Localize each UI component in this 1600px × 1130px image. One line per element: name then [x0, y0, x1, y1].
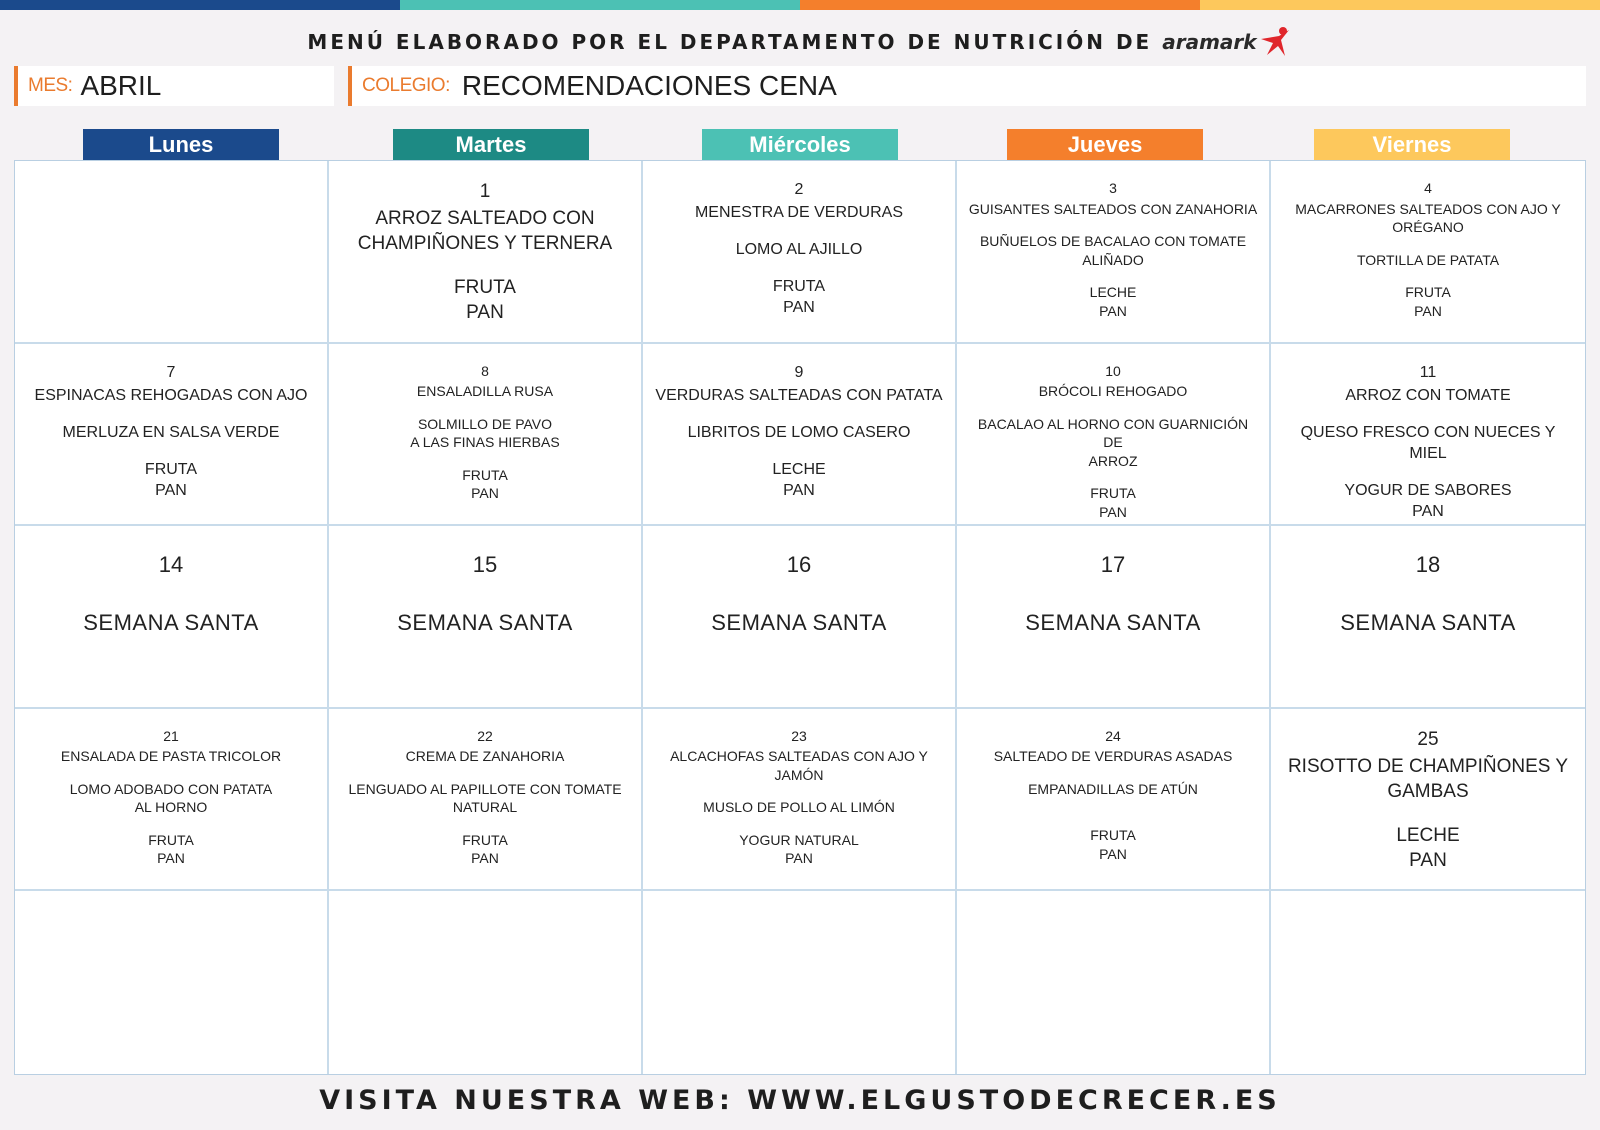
menu-item: FRUTA — [1090, 827, 1136, 844]
menu-day-cell — [957, 161, 1271, 344]
brand-name: aramark — [1162, 30, 1257, 54]
menu-item: SALTEADO DE VERDURAS ASADAS — [993, 748, 1233, 765]
day-header-wednesday — [702, 129, 898, 160]
menu-item: CREMA DE ZANAHORIA — [405, 748, 565, 765]
menu-item: MACARRONES SALTEADOS CON AJO Y — [1295, 200, 1561, 217]
menu-day-cell — [329, 891, 643, 1074]
menu-item: LECHE — [1396, 824, 1460, 846]
menu-item: PAN — [466, 302, 504, 323]
menu-item: JAMÓN — [774, 766, 824, 783]
menu-day-cell — [643, 526, 957, 709]
menu-day-cell — [15, 709, 329, 892]
day-number: 25 — [1417, 728, 1439, 750]
menu-day-cell — [329, 161, 643, 344]
menu-item: SOLMILLO DE PAVO — [417, 415, 553, 432]
menu-item: FRUTA — [462, 831, 508, 848]
day-header-tuesday — [393, 129, 589, 160]
menu-item: LOMO AL AJILLO — [735, 241, 863, 258]
menu-item: ORÉGANO — [1392, 219, 1464, 235]
day-header-label: Lunes — [148, 131, 214, 157]
menu-item: FRUTA — [772, 278, 826, 295]
day-number: 17 — [1100, 552, 1126, 578]
menu-item: LOMO ADOBADO CON PATATA — [69, 780, 273, 797]
top-color-bar — [0, 0, 1600, 10]
page-title: MENÚ ELABORADO POR EL DEPARTAMENTO DE NUTRICIÓN DE — [307, 30, 1153, 54]
menu-item: GAMBAS — [1387, 780, 1469, 802]
menu-grid — [14, 160, 1586, 1075]
day-number: 22 — [477, 727, 493, 744]
day-number: 9 — [794, 363, 804, 381]
menu-item: BRÓCOLI REHOGADO — [1038, 383, 1188, 400]
month-value: ABRIL — [80, 70, 162, 101]
menu-day-cell — [15, 891, 329, 1074]
day-number: 10 — [1105, 362, 1121, 379]
menu-day-cell — [1271, 709, 1585, 892]
menu-item: ESPINACAS REHOGADAS CON AJO — [34, 386, 308, 404]
menu-item: ENSALADA DE PASTA TRICOLOR — [60, 748, 282, 765]
menu-item: LIBRITOS DE LOMO CASERO — [687, 423, 911, 441]
menu-item: FRUTA — [144, 460, 198, 478]
day-number: 11 — [1419, 363, 1437, 381]
day-number: 3 — [1109, 180, 1117, 196]
menu-item: FRUTA — [148, 831, 194, 848]
menu-item: ALCACHOFAS SALTEADAS CON AJO Y — [670, 748, 928, 765]
menu-day-cell — [957, 709, 1271, 892]
menu-day-cell — [643, 161, 957, 344]
menu-day-cell — [329, 526, 643, 709]
menu-item: YOGUR DE SABORES — [1344, 481, 1512, 499]
menu-item: TORTILLA DE PATATA — [1356, 251, 1500, 268]
menu-item: ARROZ CON TOMATE — [1345, 386, 1511, 404]
day-number: 15 — [472, 552, 498, 578]
menu-item: FRUTA — [454, 277, 516, 298]
menu-item: QUESO FRESCO CON NUECES Y MIEL — [1300, 423, 1556, 462]
holiday-label: SEMANA SANTA — [83, 610, 259, 636]
menu-item: PAN — [157, 850, 185, 867]
menu-day-cell — [1271, 161, 1585, 344]
menu-item: ARROZ — [1088, 452, 1138, 469]
menu-item: PAN — [471, 485, 499, 502]
day-number: 24 — [1105, 727, 1121, 744]
menu-item: LECHE — [1089, 284, 1137, 300]
day-number: 1 — [479, 181, 491, 202]
menu-item: FRUTA — [1405, 284, 1451, 300]
holiday-label: SEMANA SANTA — [1025, 610, 1201, 636]
menu-item: PAN — [471, 850, 499, 867]
menu-item: ARROZ SALTEADO CON — [375, 208, 595, 229]
day-number: 16 — [786, 552, 812, 578]
menu-item: EMPANADILLAS DE ATÚN — [1028, 780, 1198, 797]
menu-day-cell — [1271, 344, 1585, 527]
menu-day-cell — [643, 344, 957, 527]
menu-day-cell — [329, 344, 643, 527]
menu-item: A LAS FINAS HIERBAS — [410, 434, 560, 451]
holiday-label: SEMANA SANTA — [397, 610, 573, 636]
day-header-thursday — [1007, 129, 1203, 160]
menu-day-cell — [957, 526, 1271, 709]
holiday-label: SEMANA SANTA — [711, 610, 887, 636]
menu-item: PAN — [783, 481, 815, 499]
day-number: 18 — [1415, 552, 1441, 578]
top-bar-segment-navy — [0, 0, 400, 10]
menu-item: PAN — [1099, 503, 1127, 520]
day-number: 23 — [791, 727, 807, 744]
holiday-label: SEMANA SANTA — [1340, 610, 1516, 636]
day-header-monday — [83, 129, 279, 160]
menu-item: PAN — [155, 481, 187, 499]
top-bar-segment-orange — [800, 0, 1200, 10]
top-bar-segment-turquoise — [400, 0, 800, 10]
menu-item: PAN — [1099, 302, 1127, 319]
footer-website: VISITA NUESTRA WEB: WWW.ELGUSTODECRECER.ES — [319, 1085, 1281, 1116]
menu-item: LECHE — [772, 460, 826, 478]
menu-item: MENESTRA DE VERDURAS — [694, 204, 904, 221]
menu-day-cell — [643, 709, 957, 892]
menu-item: LENGUADO AL PAPILLOTE CON TOMATE — [348, 780, 622, 797]
header — [0, 24, 1600, 60]
menu-item: MUSLO DE POLLO AL LIMÓN — [703, 799, 895, 816]
day-header-friday — [1314, 129, 1510, 160]
menu-item: PAN — [1414, 302, 1442, 319]
menu-day-cell — [957, 891, 1271, 1074]
menu-day-cell — [1271, 891, 1585, 1074]
menu-item: ENSALADILLA RUSA — [416, 383, 554, 400]
menu-item: GUISANTES SALTEADOS CON ZANAHORIA — [968, 200, 1258, 217]
menu-item: RISOTTO DE CHAMPIÑONES Y — [1287, 755, 1569, 777]
menu-day-cell — [1271, 526, 1585, 709]
month-label: MES: — [28, 75, 73, 96]
day-header-label: Viernes — [1372, 131, 1452, 157]
menu-day-cell — [15, 344, 329, 527]
menu-item: PAN — [1412, 502, 1444, 520]
day-number: 8 — [481, 362, 489, 379]
day-number: 2 — [794, 181, 804, 198]
day-number: 21 — [163, 727, 179, 744]
menu-item: BACALAO AL HORNO CON GUARNICIÓN DE — [977, 415, 1249, 451]
day-number: 7 — [166, 363, 176, 381]
menu-item: FRUTA — [462, 466, 508, 483]
menu-day-cell — [957, 344, 1271, 527]
menu-day-cell — [15, 526, 329, 709]
day-number: 14 — [158, 552, 184, 578]
menu-item: PAN — [783, 299, 815, 316]
menu-day-cell — [643, 891, 957, 1074]
menu-item: ALIÑADO — [1082, 251, 1144, 268]
menu-day-cell — [329, 709, 643, 892]
school-box — [348, 66, 1586, 106]
menu-item: AL HORNO — [134, 799, 208, 816]
brand-logo — [1162, 26, 1292, 58]
menu-item: PAN — [1099, 845, 1127, 862]
day-header-label: Martes — [455, 131, 527, 157]
menu-item: YOGUR NATURAL — [739, 831, 859, 848]
school-value: RECOMENDACIONES CENA — [461, 70, 837, 101]
school-label: COLEGIO: — [362, 75, 450, 96]
menu-item: CHAMPIÑONES Y TERNERA — [357, 233, 613, 254]
menu-item: FRUTA — [1090, 485, 1136, 502]
menu-item: PAN — [785, 850, 813, 867]
aramark-star-figure-icon — [1259, 26, 1293, 58]
menu-day-cell — [15, 161, 329, 344]
day-header-label: Miércoles — [749, 131, 851, 157]
menu-item: PAN — [1409, 849, 1447, 871]
month-box — [14, 66, 334, 106]
menu-item: BUÑUELOS DE BACALAO CON TOMATE — [979, 233, 1247, 249]
top-bar-segment-yellow — [1200, 0, 1600, 10]
day-header-label: Jueves — [1067, 131, 1143, 157]
menu-item: VERDURAS SALTEADAS CON PATATA — [655, 386, 943, 404]
menu-item: MERLUZA EN SALSA VERDE — [62, 423, 280, 441]
menu-item: NATURAL — [452, 799, 518, 816]
day-number: 4 — [1424, 180, 1432, 196]
